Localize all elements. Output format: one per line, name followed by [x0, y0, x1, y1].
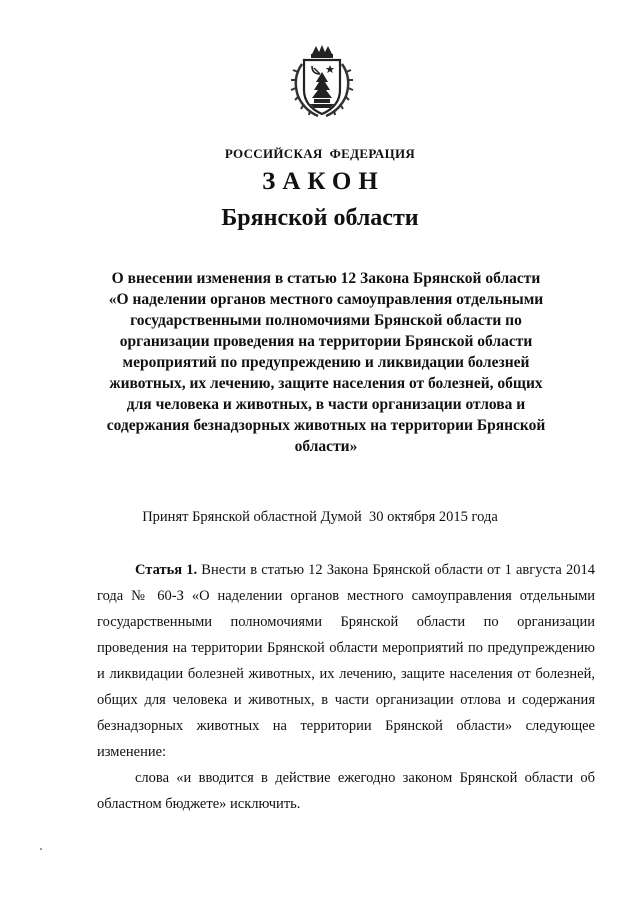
law-title-line: животных, их лечению, защите населения от болезней, общих — [109, 375, 543, 392]
law-title-line: для человека и животных, в части организации отлова и — [126, 396, 526, 413]
law-title — [92, 268, 560, 457]
article-text: Внести в статью 12 Закона Брянской области от 1 августа 2014 года № 60-З «О наделении органов местного самоуправления отдельными государственными полномочиями Брянской области по организации проведения на территории Брянской области мероприятий по предупреждению и ликвидации болезней животных, их лечению, защите населения от болезней, общих для человека и животных, в части организации отлова и содержания безнадзорных животных на территории Брянской области» следующее изменение: — [97, 562, 596, 760]
law-title-line: О внесении изменения в статью 12 Закона Брянской области — [111, 270, 541, 287]
law-title-line: содержания безнадзорных животных на территории Брянской — [106, 417, 546, 434]
scan-artifact — [40, 848, 42, 850]
coat-of-arms-icon — [290, 44, 354, 120]
law-title-line: мероприятий по предупреждению и ликвидации болезней — [122, 354, 530, 371]
adoption-statement: Принят Брянской областной Думой 30 октября 2015 года — [142, 509, 498, 525]
country-heading: РОССИЙСКАЯ ФЕДЕРАЦИЯ — [224, 146, 416, 161]
law-title-line: «О наделении органов местного самоуправления отдельными — [108, 291, 544, 308]
article-paragraph — [97, 557, 595, 765]
law-title-line: государственными полномочиями Брянской области по — [130, 312, 522, 329]
article-label: Статья 1. — [135, 562, 198, 578]
issuing-region: Брянской области — [221, 205, 419, 231]
document-type: ЗАКОН — [262, 168, 385, 195]
article-body — [97, 557, 595, 817]
law-title-line: области» — [294, 438, 358, 455]
change-paragraph: слова «и вводится в действие ежегодно законом Брянской области об областном бюджете» исключить. — [97, 770, 595, 812]
law-title-line: организации проведения на территории Брянской области — [119, 333, 533, 350]
